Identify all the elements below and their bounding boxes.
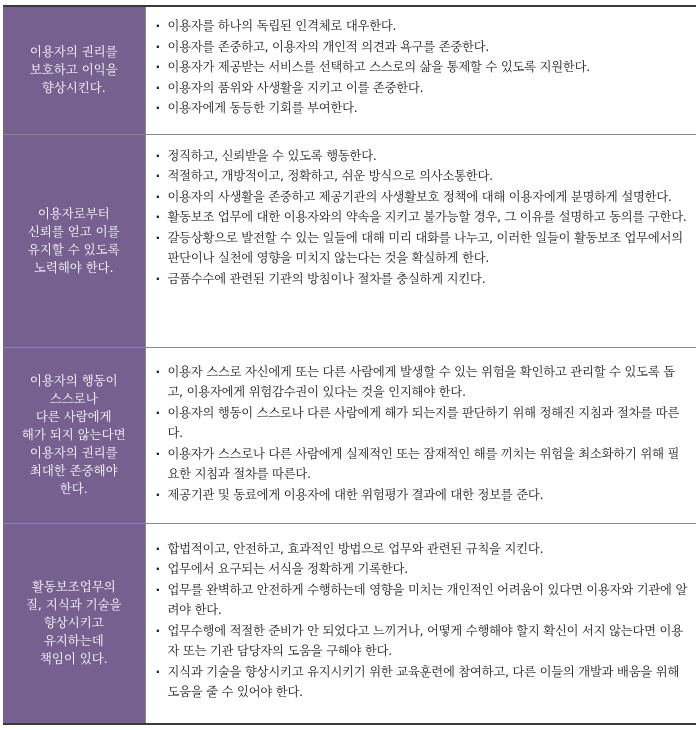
table-row — [3, 6, 696, 134]
principle-heading-line: 유지할 수 있도록 — [27, 241, 120, 257]
principle-item: · 이용자 스스로 자신에게 또는 다른 사람에게 발생할 수 있는 위험을 확인하고 관리할 수 있도록 돕고, 이용자에게 위험감수권이 있다는 것을 인지해야 한다. — [154, 362, 691, 403]
principle-items-cell — [145, 523, 696, 724]
principle-item: · 이용자가 스스로나 다른 사람에게 실제적인 또는 잠재적인 해를 끼치는 위험을 최소화하기 위해 필요한 지침과 절차를 따른다. — [154, 444, 691, 485]
principle-item-list — [154, 146, 691, 290]
principle-heading-line: 질, 지식과 기술을 — [25, 597, 122, 613]
principle-item: · 합법적이고, 안전하고, 효과적인 방법으로 업무와 관련된 규칙을 지킨다. — [154, 539, 691, 560]
principle-heading-line: 유지하는데 — [43, 633, 104, 649]
principle-item: · 업무에서 요구되는 서식을 정확하게 기록한다. — [154, 559, 691, 580]
principle-heading-line: 해가 되지 않는다면 — [21, 427, 126, 442]
principle-heading-line: 향상시키고 — [43, 615, 104, 631]
principle-item: · 업무수행에 적절한 준비가 안 되었다고 느끼거나, 어떻게 수행해야 할지 확신이 서지 않는다면 이용자 또는 기관 담당자의 도움을 구해야 한다. — [154, 621, 691, 662]
principle-item-list — [154, 16, 691, 119]
principle-item: · 이용자의 품위와 사생활을 지키고 이를 존중한다. — [154, 78, 691, 99]
principle-items-cell — [145, 347, 696, 523]
principle-item-list — [154, 539, 691, 703]
table-row — [3, 134, 696, 347]
principle-item: · 제공기관 및 동료에게 이용자에 대한 위험평가 결과에 대한 정보를 준다. — [154, 485, 691, 506]
principle-item: · 이용자를 존중하고, 이용자의 개인적 의견과 욕구를 존중한다. — [154, 37, 691, 58]
principle-item: · 적절하고, 개방적이고, 정확하고, 쉬운 방식으로 의사소통한다. — [154, 166, 691, 187]
principle-heading-line: 최대한 존중해야 — [29, 463, 118, 478]
principle-heading-cell — [3, 347, 145, 523]
principle-heading-line: 보호하고 이익을 — [29, 62, 118, 78]
principle-heading-line: 이용자로부터 — [37, 205, 110, 221]
principle-heading-line: 스스로나 — [49, 391, 98, 406]
principle-items-cell — [145, 134, 696, 347]
principle-heading-line: 이용자의 행동이 — [29, 373, 118, 388]
principle-heading-cell — [3, 523, 145, 724]
principle-heading-line: 다른 사람에게 — [35, 409, 112, 424]
principle-heading-cell — [3, 6, 145, 134]
principle-item: · 이용자에게 동등한 기회를 부여한다. — [154, 98, 691, 119]
principle-item: · 이용자의 행동이 스스로나 다른 사람에게 해가 되는지를 판단하기 위해 정해진 지침과 절차를 따른다. — [154, 403, 691, 444]
principle-items-cell — [145, 6, 696, 134]
principle-heading-line: 활동보조업무의 — [31, 579, 116, 595]
principle-heading-line: 책임이 있다. — [39, 651, 108, 667]
principle-heading-cell — [3, 134, 145, 347]
principle-item: · 정직하고, 신뢰받을 수 있도록 행동한다. — [154, 146, 691, 167]
principle-heading-line: 이용자의 권리를 — [29, 44, 118, 60]
principle-item-list — [154, 362, 691, 506]
principles-table — [3, 5, 696, 725]
principle-heading-line: 이용자의 권리를 — [29, 445, 118, 460]
principle-item: · 이용자의 사생활을 존중하고 제공기관의 사생활보호 정책에 대해 이용자에게 분명하게 설명한다. — [154, 187, 691, 208]
principle-heading-line: 신뢰를 얻고 이를 — [27, 223, 120, 239]
principle-item: · 업무를 완벽하고 안전하게 수행하는데 영향을 미치는 개인적인 어려움이 있다면 이용자와 기관에 알려야 한다. — [154, 580, 691, 621]
principle-item: · 활동보조 업무에 대한 이용자와의 약속을 지키고 불가능할 경우, 그 이유를 설명하고 동의를 구한다. — [154, 207, 691, 228]
principle-item: · 이용자를 하나의 독립된 인격체로 대우한다. — [154, 16, 691, 37]
table-row — [3, 347, 696, 523]
principle-heading-line: 노력해야 한다. — [33, 259, 114, 275]
principle-item: · 이용자가 제공받는 서비스를 선택하고 스스로의 삶을 통제할 수 있도록 지원한다. — [154, 57, 691, 78]
principle-item: · 지식과 기술을 향상시키고 유지시키기 위한 교육훈련에 참여하고, 다른 이들의 개발과 배움을 위해 도움을 줄 수 있어야 한다. — [154, 662, 691, 703]
table-row — [3, 523, 696, 724]
principle-item: · 금품수수에 관련된 기관의 방침이나 절차를 충실하게 지킨다. — [154, 269, 691, 290]
principle-item: · 갈등상황으로 발전할 수 있는 일들에 대해 미리 대화를 나누고, 이러한 일들이 활동보조 업무에서의 판단이나 실천에 영향을 미치지 않는다는 것을 확실하게 한다. — [154, 228, 691, 269]
principle-heading-line: 한다. — [59, 481, 88, 496]
principle-heading-line: 향상시킨다. — [41, 80, 106, 96]
